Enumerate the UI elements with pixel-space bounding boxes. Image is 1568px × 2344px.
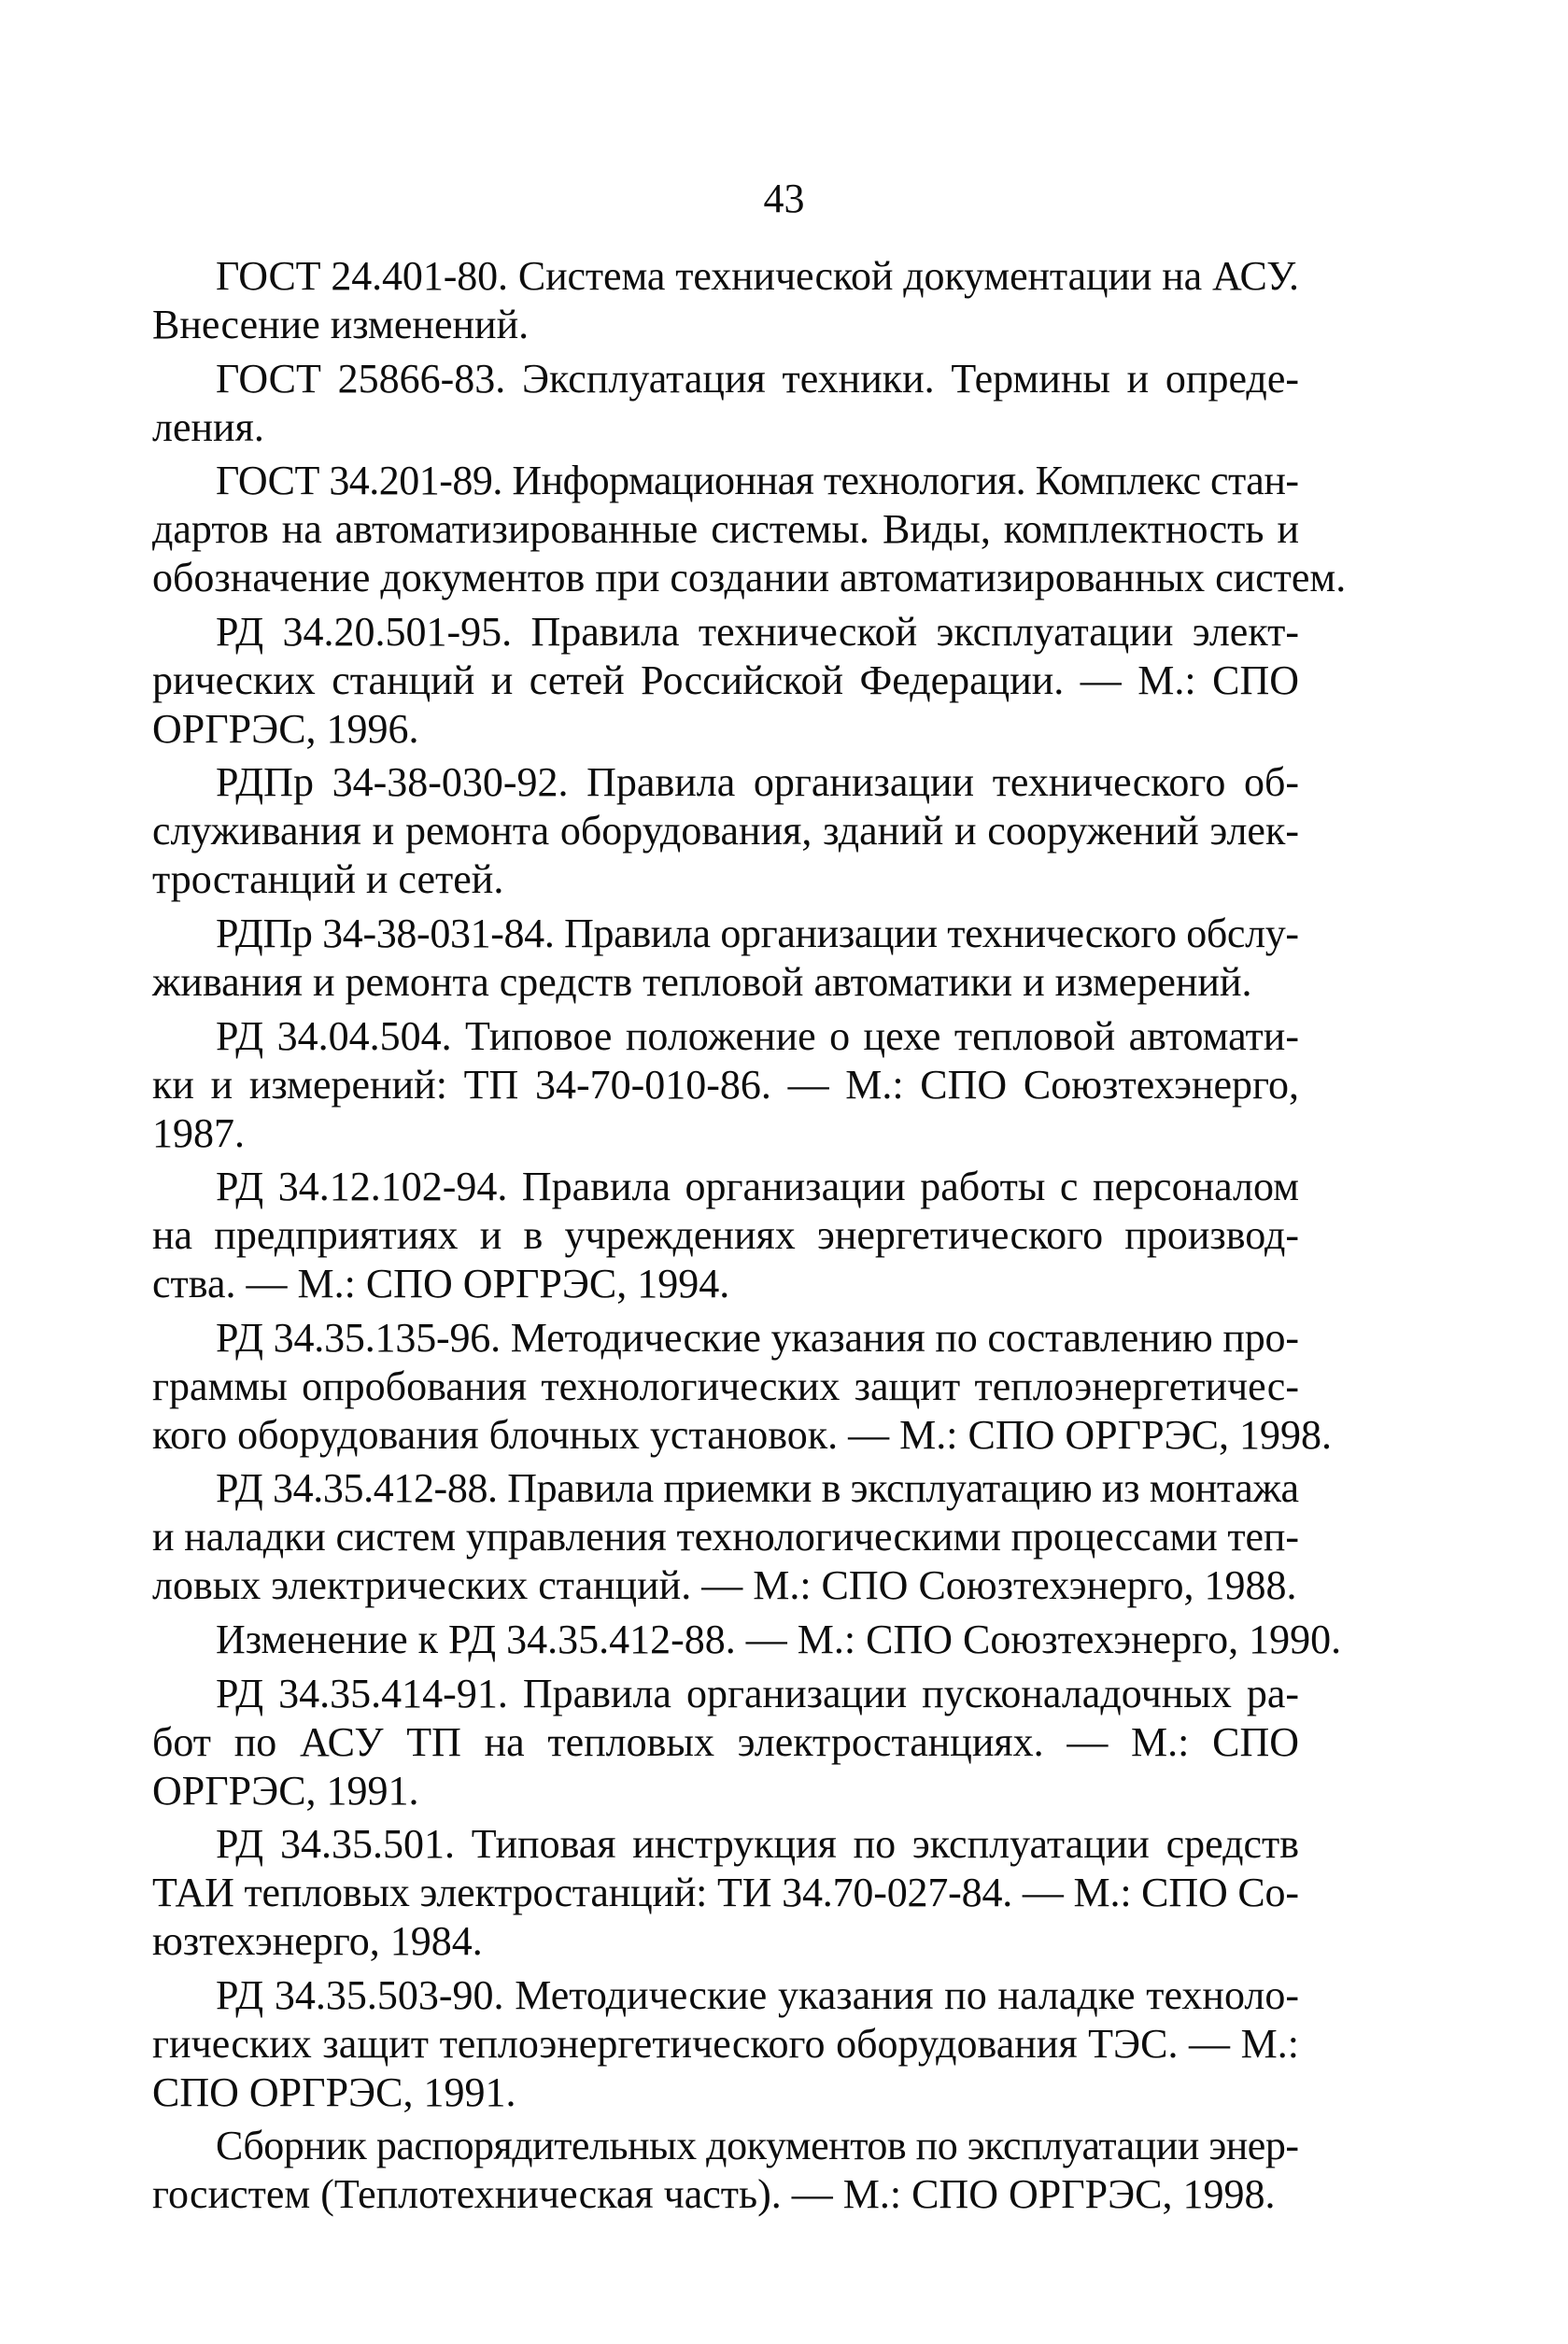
reference-line: РД 34.35.135-96. Методические указания по составлению про- [216,1314,1299,1361]
reference-line: ОРГРЭС, 1991. [152,1767,419,1814]
reference-line: на предприятиях и в учреждениях энергетического производ- [152,1212,1299,1259]
reference-line: и наладки систем управления технологическими процессами теп- [152,1514,1299,1560]
reference-line: Внесение изменений. [152,302,530,347]
reference-line: Сборник распорядительных документов по эксплуатации энер- [216,2123,1299,2169]
reference-entry [152,608,1363,754]
reference-line: бот по АСУ ТП на тепловых электростанциях. — М.: СПО [152,1718,1299,1765]
reference-entry [152,252,1363,349]
reference-entry [152,1971,1363,2117]
reference-line: РД 34.35.414-91. Правила организации пусконаладочных ра- [216,1670,1299,1716]
reference-line: госистем (Теплотехническая часть). — М.: СПО ОРГРЭС, 1998. [152,2171,1276,2218]
reference-line: ГОСТ 24.401-80. Система технической документации на АСУ. [216,253,1299,299]
reference-entry [152,1820,1363,1966]
reference-line: ления. [152,403,264,450]
reference-entry [152,457,1363,602]
reference-line: ки и измерений: ТП 34-70-010-86. — М.: СПО Союзтехэнерго, [152,1061,1299,1108]
reference-line: ства. — М.: СПО ОРГРЭС, 1994. [152,1261,730,1307]
reference-line: РДПр 34-38-030-92. Правила организации технического об- [216,759,1299,806]
reference-line: гических защит теплоэнергетического оборудования ТЭС. — М.: [152,2020,1299,2067]
reference-line: РД 34.35.412-88. Правила приемки в эксплуатацию из монтажа [216,1465,1299,1512]
reference-line: РД 34.12.102-94. Правила организации работы с персоналом [216,1164,1299,1210]
reference-entry [152,2122,1363,2219]
reference-line: дартов на автоматизированные системы. Виды, комплектность и [152,506,1299,553]
reference-entry [152,355,1363,452]
page-number: 43 [763,176,805,221]
reference-line: кого оборудования блочных установок. — М.: СПО ОРГРЭС, 1998. [152,1411,1332,1458]
reference-entry [152,1314,1363,1460]
reference-line: ТАИ тепловых электростанций: ТИ 34.70-027-84. — М.: СПО Со- [152,1870,1299,1916]
reference-line: ГОСТ 34.201-89. Информационная технология. Комплекс стан- [216,458,1299,504]
reference-line: РД 34.04.504. Типовое положение о цехе тепловой автомати- [216,1012,1299,1059]
reference-line: обозначение документов при создании автоматизированных систем. [152,555,1347,601]
reference-entry [152,1670,1363,1815]
reference-line: рических станций и сетей Российской Федерации. — М.: СПО [152,657,1299,703]
reference-line: служивания и ремонта оборудования, зданий и сооружений элек- [152,808,1299,854]
reference-line: граммы опробования технологических защит теплоэнергетичес- [152,1363,1299,1409]
reference-entry [152,910,1363,1007]
reference-entry [152,758,1363,904]
reference-line: ОРГРЭС, 1996. [152,705,419,752]
reference-entry [152,1012,1363,1158]
reference-line: РД 34.20.501-95. Правила технической эксплуатации элект- [216,608,1299,655]
reference-line: РДПр 34-38-031-84. Правила организации технического обслу- [216,910,1299,956]
reference-line: живания и ремонта средств тепловой автоматики и измерений. [152,958,1252,1005]
reference-entry [152,1163,1363,1308]
reference-line: РД 34.35.503-90. Методические указания по наладке техноло- [216,1971,1299,2018]
reference-entry [152,1464,1363,1610]
reference-list [152,252,1363,2224]
reference-line: 1987. [152,1109,245,1156]
reference-entry [152,1616,1363,1664]
reference-line: СПО ОРГРЭС, 1991. [152,2069,516,2115]
reference-line: Изменение к РД 34.35.412-88. — М.: СПО Союзтехэнерго, 1990. [216,1616,1342,1662]
reference-line: РД 34.35.501. Типовая инструкция по эксплуатации средств [216,1821,1299,1868]
reference-line: юзтехэнерго, 1984. [152,1918,483,1965]
reference-line: ГОСТ 25866-83. Эксплуатация техники. Термины и опреде- [216,355,1299,402]
reference-line: ловых электрических станций. — М.: СПО Союзтехэнерго, 1988. [152,1562,1297,1609]
reference-line: тростанций и сетей. [152,856,504,903]
